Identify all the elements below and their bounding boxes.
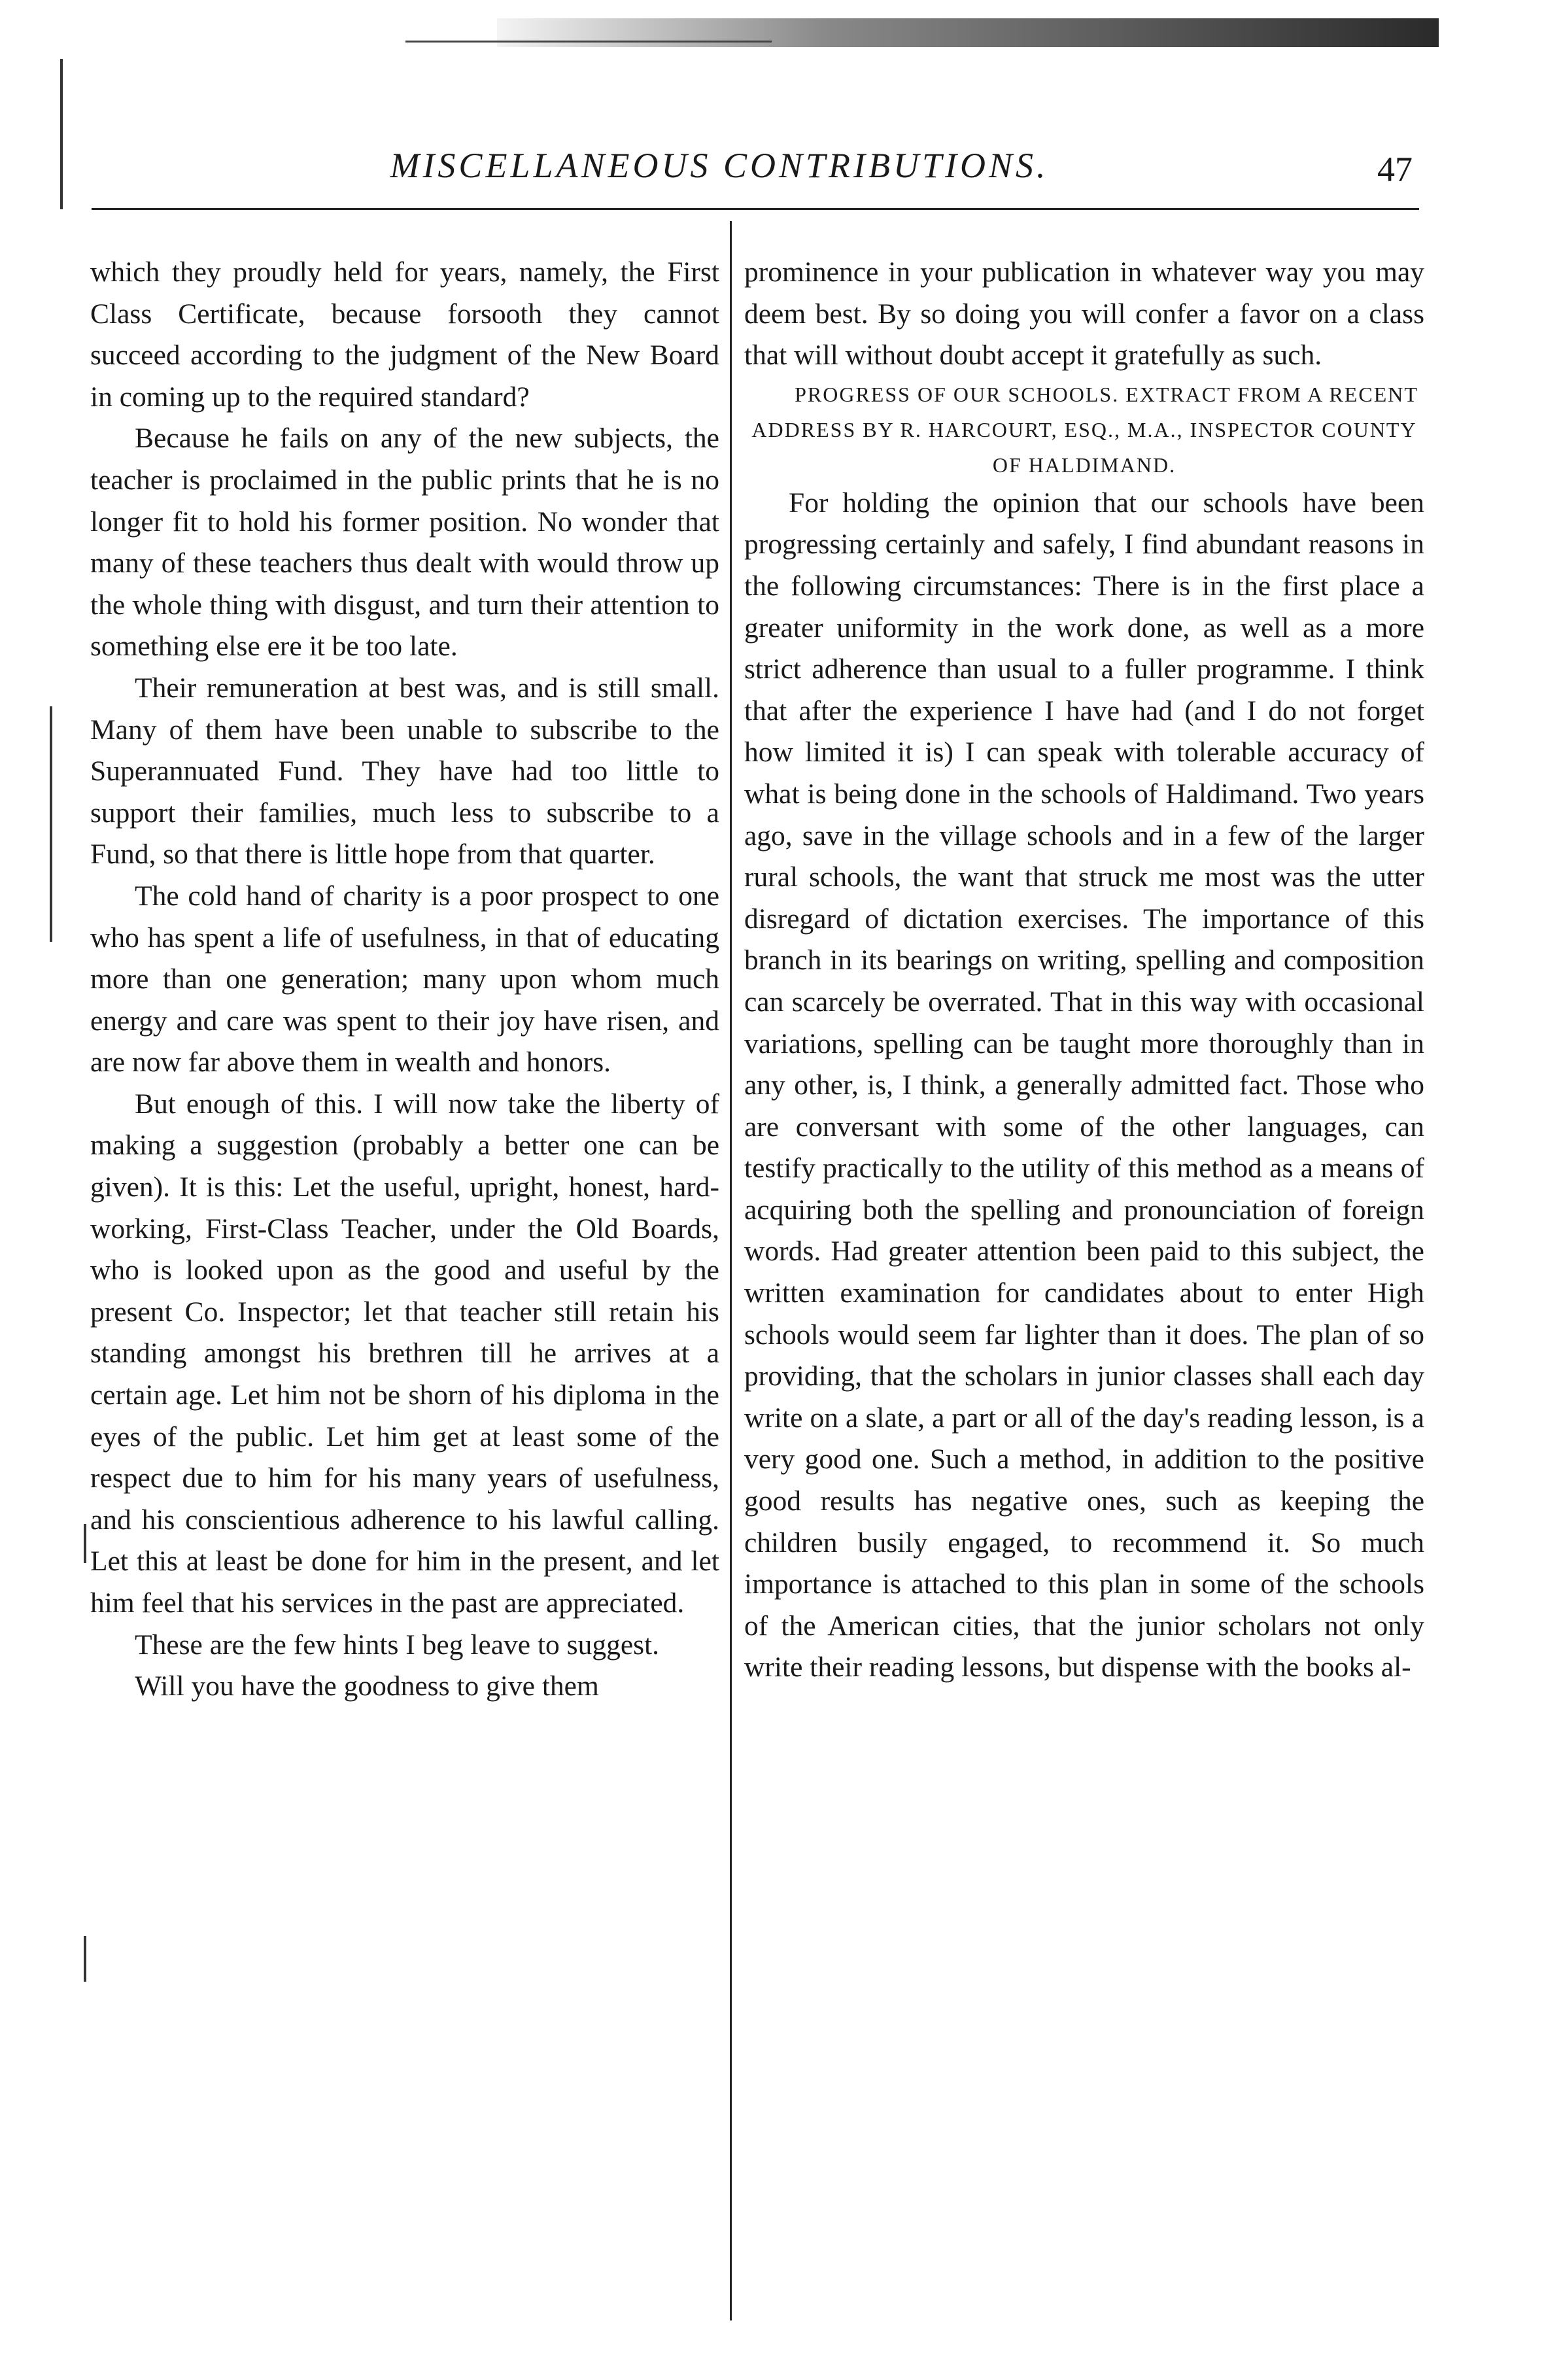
running-title: MISCELLANEOUS CONTRIBUTIONS.: [390, 146, 1049, 185]
right-column: [744, 252, 1424, 1689]
paragraph: But enough of this. I will now take the liberty of making a suggestion (probably a better one can be given). It is this: Let the useful, upright, honest, hard-working, First-Class Teacher, under the Old Boards, who is looked upon as the good and useful by the present Co. Inspector; let that teacher still retain his standing amongst his brethren till he arrives at a certain age. Let him not be shorn of his diploma in the eyes of the public. Let him get at least some of the respect due to him for his many years of usefulness, and his conscientious adherence to his lawful calling. Let this at least be done for him in the present, and let him feel that his services in the past are appreciated.: [90, 1088, 719, 1619]
paragraph: The cold hand of charity is a poor prospect to one who has spent a life of usefulness, in that of educating more than one generation; many upon whom much energy and care was spent to their joy have risen, and are now far above them in wealth and honors.: [90, 880, 719, 1078]
scan-artifact-bar: [497, 18, 1439, 47]
article-heading: PROGRESS OF OUR SCHOOLS. EXTRACT FROM A RECENT ADDRESS BY R. HARCOURT, ESQ., M.A., INSPECTOR COUNTY OF HALDIMAND.: [751, 382, 1418, 477]
margin-mark-middle: [50, 706, 52, 942]
page-number: 47: [1377, 150, 1413, 189]
page-header: [92, 145, 1426, 198]
column-divider: [730, 221, 732, 2320]
header-rule: [92, 208, 1419, 210]
scan-artifact-line: [405, 41, 772, 43]
paragraph: These are the few hints I beg leave to suggest.: [135, 1629, 660, 1661]
paragraph: For holding the opinion that our schools have been progressing certainly and safely, I find abundant reasons in the following circumstances: There is in the first place a greater uniformity in the work done, as well as a more strict adherence than usual to a fuller programme. I think that after the experience I have had (and I do not forget how limited it is) I can speak with tolerable accuracy of what is being done in the schools of Haldimand. Two years ago, save in the village schools and in a few of the larger rural schools, the want that struck me most was the utter disregard of dictation exercises. The importance of this branch in its bearings on writing, spelling and composition can scarcely be overrated. That in this way with occasional variations, spelling can be taught more thoroughly than in any other, is, I think, a generally admitted fact. Those who are conversant with some of the other languages, can testify practically to the utility of this method as a means of acquiring both the spelling and pronounciation of foreign words. Had greater attention been paid to this subject, the written examination for candidates about to enter High schools would seem far lighter than it does. The plan of so providing, that the scholars in junior classes shall each day write on a slate, a part or all of the day's reading lesson, is a very good one. Such a method, in addition to the positive good results has negative ones, such as keeping the children busily engaged, to recommend it. So much importance is attached to this plan in some of the schools of the American cities, that the junior scholars not only write their reading lessons, but dispense with the books al-: [744, 487, 1424, 1683]
left-column: [90, 252, 719, 1708]
margin-mark-lower: [84, 1524, 86, 1563]
paragraph: which they proudly held for years, namely, the First Class Certificate, because forsooth they cannot succeed according to the judgment of the New Board in coming up to the required standard?: [90, 256, 719, 413]
paragraph: prominence in your publication in whatever way you may deem best. By so doing you will confer a favor on a class that will without doubt accept it gratefully as such.: [744, 256, 1424, 371]
margin-mark-bottom: [84, 1936, 86, 1982]
paragraph: Because he fails on any of the new subjects, the teacher is proclaimed in the public prints that he is no longer fit to hold his former position. No wonder that many of these teachers thus dealt with would throw up the whole thing with disgust, and turn their attention to something else ere it be too late.: [90, 423, 719, 663]
paragraph: Their remuneration at best was, and is still small. Many of them have been unable to subscribe to the Superannuated Fund. They have had too little to support their families, much less to subscribe to a Fund, so that there is little hope from that quarter.: [90, 672, 719, 871]
paragraph: Will you have the goodness to give them: [135, 1670, 599, 1702]
margin-mark-top: [60, 59, 63, 209]
